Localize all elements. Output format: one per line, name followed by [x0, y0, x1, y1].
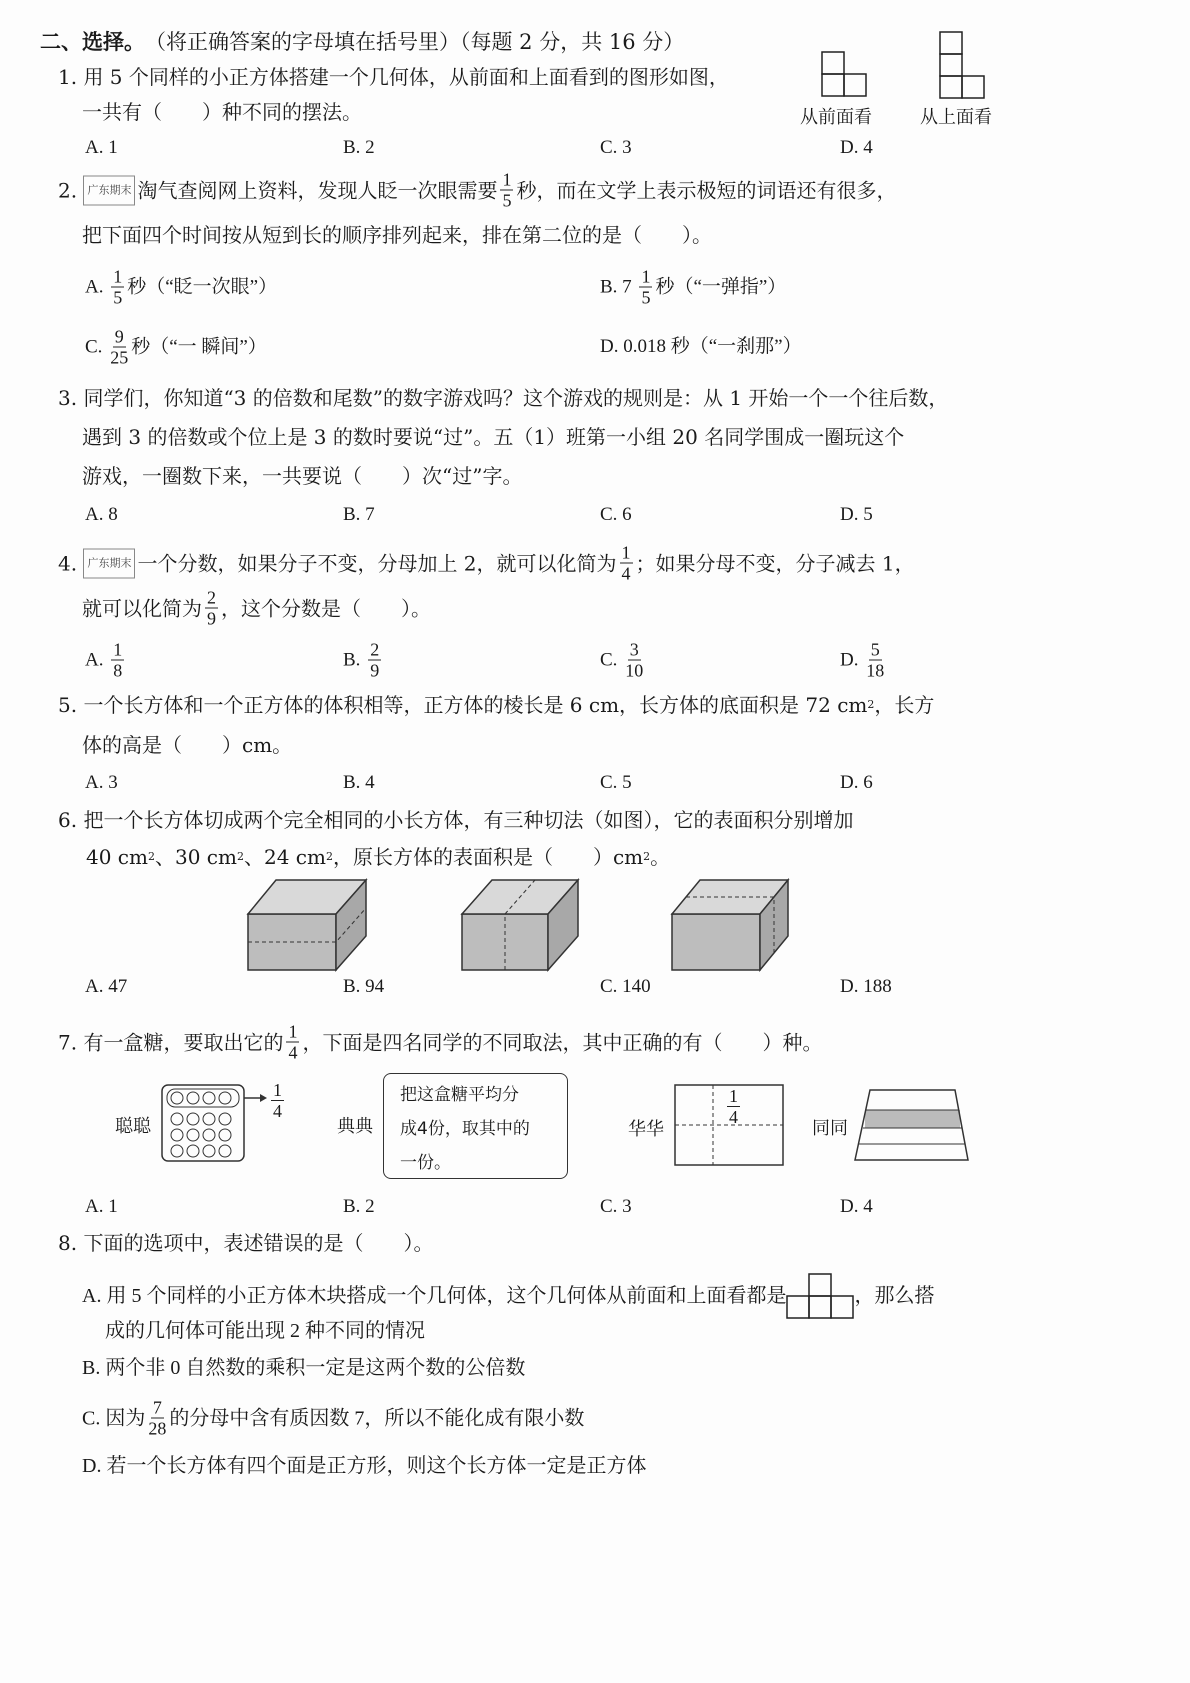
denominator: 5: [502, 190, 512, 211]
student-huahua-label: 华华: [628, 1119, 664, 1140]
denominator: 5: [641, 287, 651, 308]
text-segment: 就可以化简为: [82, 596, 202, 620]
text-segment: B. 7: [600, 276, 637, 297]
text-segment: D. 4: [840, 1196, 873, 1217]
q7-option-d[interactable]: [840, 1194, 873, 1220]
denominator: 25: [110, 347, 129, 368]
denominator: 10: [625, 660, 644, 681]
text-segment: 的分母中含有质因数 7，所以不能化成有限小数: [169, 1407, 585, 1429]
numerator: 1: [502, 169, 512, 190]
q6-option-a[interactable]: [85, 974, 127, 1000]
numerator: 2: [207, 587, 216, 608]
diandian-method-box: [383, 1073, 568, 1179]
text-segment: 4.: [58, 551, 84, 575]
q4-stem-line1: [58, 543, 915, 584]
denominator: 28: [148, 1418, 167, 1439]
text-segment: 体的高是（ ）cm。: [82, 733, 293, 757]
q8-option-d[interactable]: [82, 1453, 646, 1479]
fraction: [620, 543, 633, 584]
fraction: [111, 640, 124, 681]
text-segment: 成的几何体可能出现 2 种不同的情况: [105, 1320, 425, 1342]
q6-option-b[interactable]: [343, 974, 384, 1000]
superscript: 2: [325, 850, 333, 863]
text-segment: B. 4: [343, 772, 375, 793]
q4-option-c[interactable]: [600, 640, 646, 681]
text-segment: 一个分数，如果分子不变，分母加上 2，就可以化简为: [137, 551, 617, 575]
box-text-line: 把这盒糖平均分: [400, 1085, 519, 1105]
denominator: 9: [207, 608, 216, 629]
q8-option-b[interactable]: [82, 1355, 525, 1381]
text-segment: A.: [85, 649, 109, 670]
text-segment: ，这个分数是（ ）。: [221, 596, 431, 620]
q6-option-c[interactable]: [600, 974, 651, 1000]
fraction: [500, 170, 513, 211]
text-segment: 秒（“一 瞬间”）: [131, 336, 267, 357]
text-segment: B. 2: [343, 1196, 375, 1217]
q3-stem-line3: [82, 463, 522, 489]
q5-option-d[interactable]: [840, 770, 873, 796]
q5-option-c[interactable]: [600, 770, 632, 796]
denominator: 5: [113, 287, 123, 308]
box-text-line: 一份。: [400, 1153, 451, 1173]
text-segment: B. 7: [343, 504, 375, 525]
text-segment: 2.: [58, 178, 84, 202]
q3-option-d[interactable]: [840, 502, 873, 528]
q7-option-a[interactable]: [85, 1194, 118, 1220]
superscript: 2: [147, 850, 155, 863]
text-segment: ，长方: [874, 693, 935, 717]
text-segment: 秒（“眨一次眼”）: [127, 276, 278, 297]
superscript: 2: [867, 698, 875, 711]
q4-option-b[interactable]: [343, 640, 384, 681]
text-segment: B.: [343, 649, 366, 670]
text-segment: A. 用 5 个同样的小正方体木块搭成一个几何体，这个几何体从前面和上面看都是: [82, 1285, 787, 1307]
q5-stem-line1: [58, 692, 934, 718]
candy-box-figure: [162, 1085, 272, 1165]
text-segment: C.: [85, 336, 108, 357]
numerator: 7: [152, 1397, 162, 1418]
q8-option-a[interactable]: [82, 1273, 934, 1319]
text-segment: 40 cm: [86, 845, 148, 869]
text-segment: ；如果分母不变，分子减去 1，: [635, 551, 915, 575]
front-view-label: 从前面看: [800, 107, 872, 128]
q1-front-view-figure: [822, 52, 872, 102]
text-segment: D. 若一个长方体有四个面是正方形，则这个长方体一定是正方体: [82, 1455, 647, 1477]
text-segment: A. 47: [85, 976, 128, 997]
text-segment: ，那么搭: [854, 1285, 935, 1307]
numerator: 1: [113, 639, 123, 660]
text-segment: A. 8: [85, 504, 118, 525]
text-segment: C. 5: [600, 772, 632, 793]
view-shape-icon: [786, 1273, 854, 1319]
huahua-fraction: 1 4: [729, 1086, 738, 1127]
q1-option-c[interactable]: [600, 135, 632, 161]
q1-stem-line2: [82, 99, 362, 125]
text-segment: C.: [600, 649, 623, 670]
q5-option-b[interactable]: [343, 770, 375, 796]
text-segment: 一共有（ ）种不同的摆法。: [82, 100, 362, 124]
q4-option-d[interactable]: [840, 640, 887, 681]
trapezoid-strips-figure: [855, 1090, 970, 1162]
text-segment: 7. 有一盒糖，要取出它的: [58, 1030, 284, 1054]
text-segment: 1. 用 5 个同样的小正方体搭建一个几何体，从前面和上面看到的图形如图，: [58, 65, 729, 89]
q3-option-b[interactable]: [343, 502, 375, 528]
q8-stem: [58, 1230, 433, 1256]
fraction: [111, 267, 124, 308]
box-text-line: 成4份，取其中的: [400, 1119, 530, 1139]
q4-option-a[interactable]: [85, 640, 127, 681]
section-header: [40, 29, 684, 55]
q2-option-d[interactable]: [600, 334, 802, 360]
q3-stem-line2: [82, 424, 904, 450]
q1-stem-line1: [58, 64, 729, 90]
text-segment: 秒，而在文学上表示极短的词语还有很多，: [516, 178, 897, 202]
cuboid-depth-cut-figure: [672, 880, 792, 972]
denominator: 4: [288, 1042, 298, 1063]
text-segment: ，下面是四名同学的不同取法，其中正确的有（ ）种。: [302, 1030, 823, 1054]
text-segment: 遇到 3 的倍数或个位上是 3 的数时要说“过”。五（1）班第一小组 20 名同学围成一圈玩这个: [82, 425, 905, 449]
q8-option-c[interactable]: [82, 1398, 584, 1439]
q1-option-b[interactable]: [343, 135, 375, 161]
q6-stem-line1: [58, 807, 853, 833]
cuboid-vertical-cut-figure: [462, 880, 582, 972]
text-segment: 秒（“一弹指”）: [655, 276, 787, 297]
text-segment: A. 3: [85, 772, 118, 793]
q7-stem: [58, 1022, 822, 1063]
text-segment: ，原长方体的表面积是（ ）cm: [332, 845, 644, 869]
text-segment: D. 6: [840, 772, 873, 793]
fraction: [148, 1398, 166, 1439]
text-segment: B. 2: [343, 137, 375, 158]
text-segment: D. 5: [840, 504, 873, 525]
student-congcong-label: 聪聪: [115, 1116, 151, 1137]
text-segment: 6. 把一个长方体切成两个完全相同的小长方体，有三种切法（如图），它的表面积分别增加: [58, 808, 854, 832]
student-tongtong-label: 同同: [812, 1118, 848, 1139]
text-segment: 5. 一个长方体和一个正方体的体积相等，正方体的棱长是 6 cm，长方体的底面积是 72 cm: [58, 693, 868, 717]
text-segment: 8. 下面的选项中，表述错误的是（ ）。: [58, 1231, 434, 1255]
q1-option-a[interactable]: [85, 135, 118, 161]
source-tag: 广东期末: [83, 548, 135, 578]
fraction: [205, 588, 218, 629]
text-segment: B. 两个非 0 自然数的乘积一定是这两个数的公倍数: [82, 1357, 526, 1379]
text-segment: C. 140: [600, 976, 651, 997]
fraction: [625, 640, 643, 681]
fraction: [286, 1022, 299, 1063]
q3-option-a[interactable]: [85, 502, 118, 528]
q2-option-c[interactable]: [85, 327, 267, 368]
q1-option-d[interactable]: [840, 135, 873, 161]
q4-stem-line2: [82, 588, 431, 629]
fraction: [110, 327, 128, 368]
numerator: 5: [870, 639, 880, 660]
text-segment: 游戏，一圈数下来，一共要说（ ）次“过”字。: [82, 464, 523, 488]
q7-option-c[interactable]: [600, 1194, 632, 1220]
congcong-fraction: 1 4: [273, 1080, 282, 1121]
text-segment: A. 1: [85, 1196, 118, 1217]
top-view-label: 从上面看: [920, 107, 992, 128]
text-segment: D. 0.018 秒（“一刹那”）: [600, 336, 802, 357]
q7-option-b[interactable]: [343, 1194, 375, 1220]
text-segment: 把下面四个时间按从短到长的顺序排列起来，排在第二位的是（ ）。: [82, 223, 712, 247]
denominator: 9: [370, 660, 380, 681]
numerator: 3: [629, 639, 639, 660]
fraction: [639, 267, 652, 308]
numerator: 9: [114, 326, 124, 347]
numerator: 2: [370, 639, 380, 660]
text-segment: A. 1: [85, 137, 118, 158]
text-segment: B. 94: [343, 976, 385, 997]
numerator: 1: [641, 266, 651, 287]
q1-top-view-figure: [940, 32, 990, 102]
q2-stem-line2: [82, 222, 712, 248]
text-segment: 淘气查阅网上资料，发现人眨一次眼需要: [137, 178, 498, 202]
q3-option-c[interactable]: [600, 502, 632, 528]
fraction: [866, 640, 884, 681]
text-segment: D. 188: [840, 976, 892, 997]
text-segment: C. 6: [600, 504, 632, 525]
q8-option-a-cont[interactable]: [105, 1318, 425, 1344]
text-segment: A.: [85, 276, 109, 297]
q2-option-b[interactable]: [600, 267, 786, 308]
superscript: 2: [236, 850, 244, 863]
text-segment: 。: [650, 845, 671, 869]
q5-option-a[interactable]: [85, 770, 118, 796]
denominator: 4: [621, 563, 631, 584]
denominator: 18: [866, 660, 885, 681]
cuboid-horizontal-cut-figure: [248, 880, 368, 972]
superscript: 2: [643, 850, 651, 863]
text-segment: C. 因为: [82, 1407, 146, 1429]
q6-stem-line2: [86, 844, 670, 870]
denominator: 8: [113, 660, 123, 681]
text-segment: C. 3: [600, 137, 632, 158]
numerator: 1: [288, 1021, 298, 1042]
section-title: 二、选择。: [40, 29, 145, 54]
numerator: 1: [113, 266, 123, 287]
text-segment: 3. 同学们，你知道“3 的倍数和尾数”的数字游戏吗？这个游戏的规则是：从 1 开始一个一个往后数，: [58, 386, 949, 410]
q2-option-a[interactable]: [85, 267, 277, 308]
q6-option-d[interactable]: [840, 974, 892, 1000]
text-segment: （将正确答案的字母填在括号里）（每题 2 分，共 16 分）: [145, 30, 685, 54]
source-tag: 广东期末: [83, 175, 135, 205]
fraction: [368, 640, 381, 681]
numerator: 1: [621, 542, 631, 563]
q3-stem-line1: [58, 385, 948, 411]
text-segment: D.: [840, 649, 864, 670]
text-segment: C. 3: [600, 1196, 632, 1217]
q2-stem-line1: [58, 170, 896, 211]
student-diandian-label: 典典: [337, 1116, 373, 1137]
text-segment: 、24 cm: [243, 845, 326, 869]
text-segment: D. 4: [840, 137, 873, 158]
q5-stem-line2: [82, 732, 292, 758]
text-segment: 、30 cm: [154, 845, 237, 869]
